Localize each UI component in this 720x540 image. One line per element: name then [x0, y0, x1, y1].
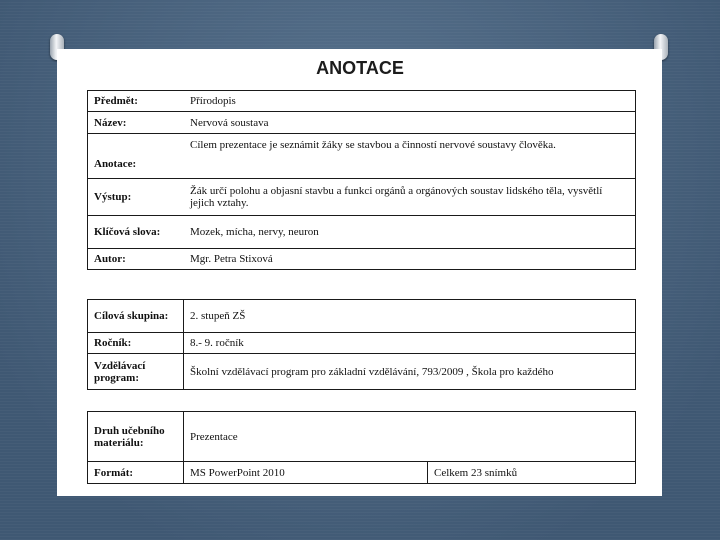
row-label: Autor:	[88, 249, 184, 270]
row-value: 8.- 9. ročník	[184, 333, 636, 354]
table-row	[88, 91, 636, 112]
row-value: 2. stupeň ZŠ	[184, 300, 636, 333]
table-row	[88, 134, 636, 179]
table-row	[88, 249, 636, 270]
row-value: MS PowerPoint 2010	[184, 462, 428, 484]
table-row	[88, 112, 636, 134]
table-row	[88, 412, 636, 462]
row-label: Vzdělávací program:	[88, 354, 184, 390]
row-label: Formát:	[88, 462, 184, 484]
row-value: Prezentace	[184, 412, 636, 462]
table-row	[88, 300, 636, 333]
row-label: Anotace:	[88, 134, 184, 179]
table-row	[88, 333, 636, 354]
annotation-table-material	[87, 411, 636, 484]
row-value: Nervová soustava	[184, 112, 636, 134]
table-row	[88, 354, 636, 390]
row-label: Cílová skupina:	[88, 300, 184, 333]
annotation-table-main	[87, 90, 636, 270]
row-value: Cílem prezentace je seznámit žáky se stavbou a činností nervové soustavy člověka.	[184, 134, 636, 179]
row-value: Školní vzdělávací program pro základní vzdělávání, 793/2009 , Škola pro každého	[184, 354, 636, 390]
row-label: Předmět:	[88, 91, 184, 112]
table-row	[88, 216, 636, 249]
row-label: Klíčová slova:	[88, 216, 184, 249]
row-value: Žák určí polohu a objasní stavbu a funkci orgánů a orgánových soustav lidského těla, vysvětlí jejich vztahy.	[184, 179, 636, 216]
page-title: ANOTACE	[316, 58, 404, 78]
table-row	[88, 462, 636, 484]
table-row	[88, 179, 636, 216]
row-value: Mgr. Petra Stixová	[184, 249, 636, 270]
annotation-table-target	[87, 299, 636, 390]
row-extra-value: Celkem 23 snímků	[428, 462, 636, 484]
row-label: Výstup:	[88, 179, 184, 216]
row-label: Název:	[88, 112, 184, 134]
row-value: Mozek, mícha, nervy, neuron	[184, 216, 636, 249]
row-value: Přírodopis	[184, 91, 636, 112]
row-label: Ročník:	[88, 333, 184, 354]
row-label: Druh učebního materiálu:	[88, 412, 184, 462]
